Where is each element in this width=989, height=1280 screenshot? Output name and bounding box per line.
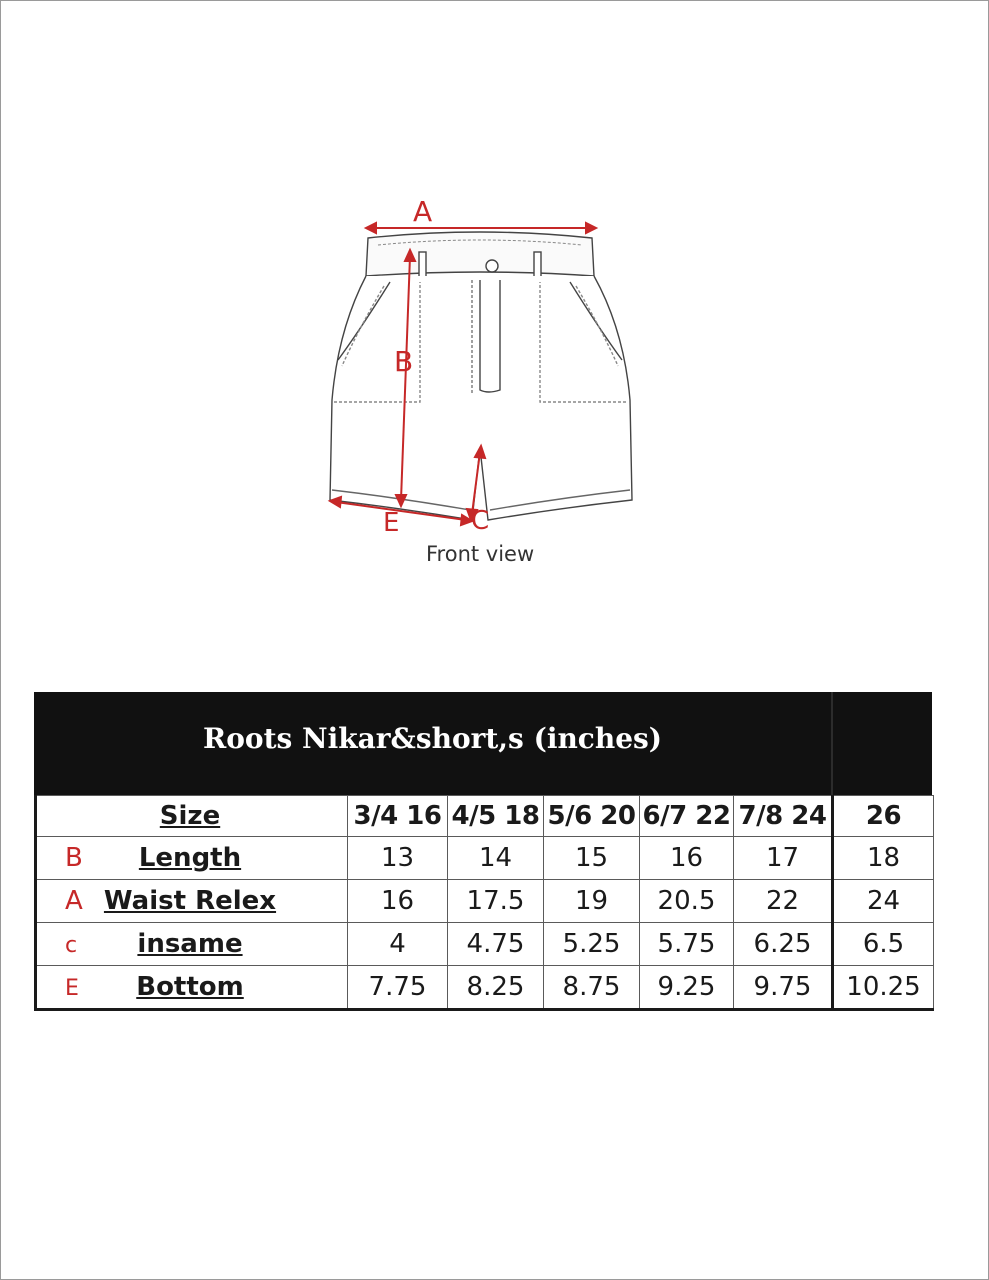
- table-cell: 18: [833, 837, 934, 880]
- table-cell: 13: [348, 837, 448, 880]
- table-cell: 9.25: [640, 966, 734, 1010]
- chart-title: Roots Nikar&short,s (inches): [202, 722, 663, 755]
- row-label-cell: [36, 923, 348, 966]
- marker-a: A: [413, 195, 433, 228]
- table-cell: 22: [734, 880, 833, 923]
- table-cell: 9.75: [734, 966, 833, 1010]
- row-label: insame: [137, 929, 243, 959]
- table-cell: 24: [833, 880, 934, 923]
- size-chart-table: [34, 795, 934, 1011]
- table-cell: 19: [544, 880, 640, 923]
- size-header-cell: 5/6 20: [544, 796, 640, 837]
- table-cell: 20.5: [640, 880, 734, 923]
- row-label-cell: [36, 966, 348, 1010]
- row-marker: E: [65, 976, 79, 1001]
- table-cell: 5.75: [640, 923, 734, 966]
- table-row: [36, 923, 934, 966]
- row-marker: c: [65, 933, 78, 958]
- size-header-cell: 4/5 18: [448, 796, 544, 837]
- table-row: [36, 880, 934, 923]
- table-cell: 16: [348, 880, 448, 923]
- marker-b: B: [394, 345, 414, 378]
- header-divider: [831, 692, 833, 795]
- marker-e: E: [383, 508, 400, 538]
- shorts-front-drawing: [320, 190, 660, 580]
- table-row: [36, 837, 934, 880]
- size-header-cell: 7/8 24: [734, 796, 833, 837]
- table-cell: 17.5: [448, 880, 544, 923]
- row-label: Length: [138, 843, 242, 873]
- table-cell: 16: [640, 837, 734, 880]
- diagram-caption: Front view: [426, 542, 535, 566]
- row-label-cell: [36, 880, 348, 923]
- size-header-cell: 26: [833, 796, 934, 837]
- size-header-cell: 6/7 22: [640, 796, 734, 837]
- table-cell: 8.25: [448, 966, 544, 1010]
- size-label: Size: [159, 801, 221, 831]
- row-label: Bottom: [136, 972, 244, 1002]
- row-label-cell: [36, 837, 348, 880]
- row-marker: A: [65, 886, 83, 916]
- size-label-cell: [36, 796, 348, 837]
- table-cell: 14: [448, 837, 544, 880]
- size-header-row: [36, 796, 934, 837]
- table-cell: 17: [734, 837, 833, 880]
- table-cell: 15: [544, 837, 640, 880]
- table-cell: 10.25: [833, 966, 934, 1010]
- row-label: Waist Relex: [103, 886, 277, 916]
- marker-c: C: [471, 506, 490, 536]
- table-row: [36, 966, 934, 1010]
- table-cell: 4: [348, 923, 448, 966]
- table-cell: 6.25: [734, 923, 833, 966]
- table-cell: 7.75: [348, 966, 448, 1010]
- shorts-diagram: [320, 190, 660, 580]
- table-cell: 5.25: [544, 923, 640, 966]
- table-cell: 4.75: [448, 923, 544, 966]
- chart-header: [34, 692, 932, 795]
- size-header-cell: 3/4 16: [348, 796, 448, 837]
- row-marker: B: [65, 843, 83, 873]
- table-cell: 8.75: [544, 966, 640, 1010]
- table-cell: 6.5: [833, 923, 934, 966]
